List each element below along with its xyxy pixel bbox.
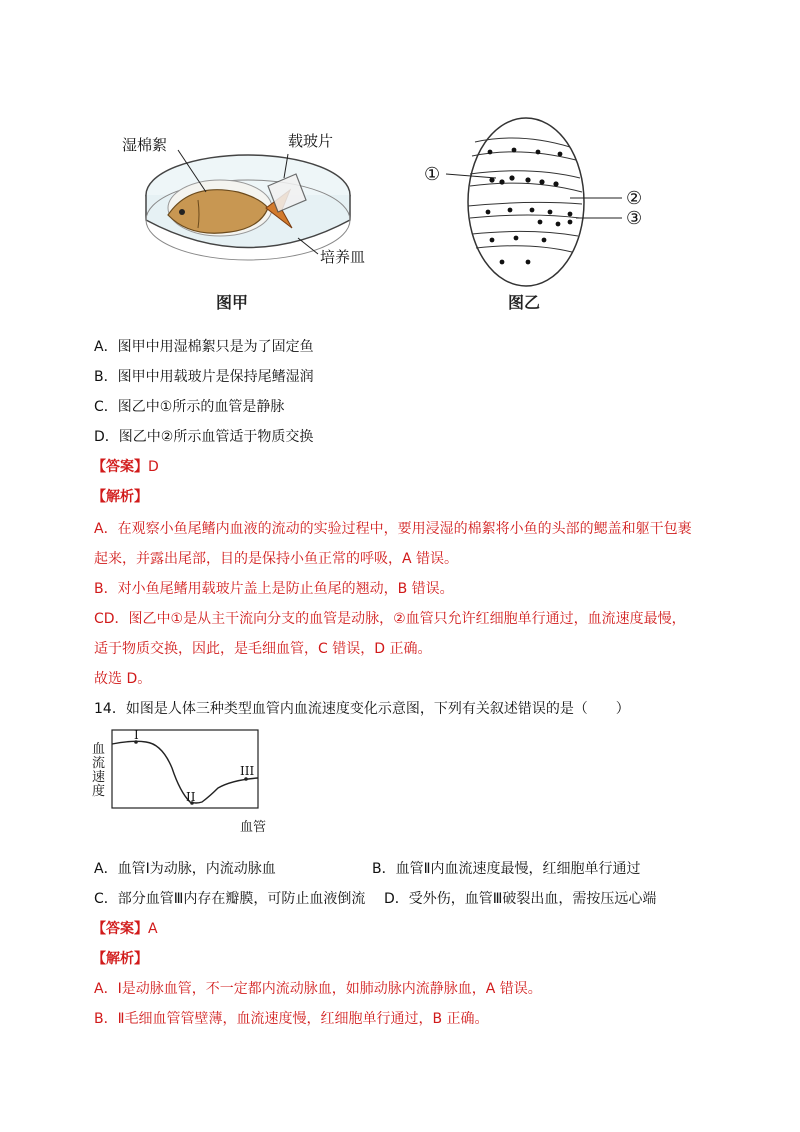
marker-1: ① (424, 164, 441, 185)
figure-a (120, 120, 400, 320)
graph-y-label-1: 血 (92, 742, 106, 757)
q14-analysis-line: A．Ⅰ是动脉血管，不一定都内流动脉血，如肺动脉内流静脉血，A 错误。 (94, 981, 542, 997)
q14-option-b: B．血管Ⅱ内血流速度最慢，红细胞单行通过 (372, 861, 641, 877)
label-dish: 培养皿 (320, 248, 366, 266)
graph-point-2-label: II (186, 790, 196, 804)
answer-label: 【答案】 (92, 921, 148, 937)
label-slide: 载玻片 (288, 132, 334, 150)
q13-conclusion: 故选 D。 (94, 671, 152, 687)
q14-answer (92, 920, 158, 938)
graph-y-label-3: 速 (92, 770, 106, 785)
label-cotton: 湿棉絮 (122, 136, 168, 154)
answer-label: 【答案】 (92, 459, 148, 475)
q14-analysis-label: 【解析】 (92, 951, 148, 967)
q14-analysis-line: B．Ⅱ毛细血管管壁薄，血流速度慢，红细胞单行通过，B 正确。 (94, 1011, 489, 1027)
q14-option-c: C．部分血管Ⅲ内存在瓣膜，可防止血液倒流 (94, 891, 366, 907)
graph-y-label-2: 流 (92, 756, 106, 771)
q13-analysis-line: 适于物质交换，因此，是毛细血管，C 错误，D 正确。 (94, 641, 432, 657)
q13-option-c: C．图乙中①所示的血管是静脉 (94, 399, 285, 415)
marker-2: ② (626, 188, 643, 209)
figure-a-caption: 图甲 (216, 293, 249, 312)
q13-analysis-line: CD．图乙中①是从主干流向分支的血管是动脉，②血管只允许红细胞单行通过，血流速度最慢， (94, 611, 686, 627)
figure-b (420, 112, 660, 292)
capillary-illustration (420, 112, 660, 292)
q13-option-a: A．图甲中用湿棉絮只是为了固定鱼 (94, 339, 314, 355)
graph-y-label-4: 度 (92, 784, 106, 799)
q13-option-b: B．图甲中用载玻片是保持尾鳍湿润 (94, 369, 314, 385)
q13-analysis-line: B．对小鱼尾鳍用载玻片盖上是防止鱼尾的翘动，B 错误。 (94, 581, 454, 597)
q13-answer (92, 458, 159, 476)
q13-analysis-line: A．在观察小鱼尾鳍内血液的流动的实验过程中，要用浸湿的棉絮将小鱼的头部的鳃盖和躯干包裹 (94, 521, 692, 537)
q13-analysis-line: 起来，并露出尾部，目的是保持小鱼正常的呼吸，A 错误。 (94, 551, 459, 567)
marker-3: ③ (626, 208, 643, 229)
q13-option-d: D．图乙中②所示血管适于物质交换 (94, 429, 314, 445)
answer-value: D (148, 459, 159, 475)
graph-point-1-label: I (134, 728, 139, 742)
answer-value: A (148, 921, 158, 937)
q14-graph (92, 728, 272, 838)
q14-option-d: D．受外伤，血管Ⅲ破裂出血，需按压远心端 (384, 891, 657, 907)
q14-stem: 14．如图是人体三种类型血管内血流速度变化示意图，下列有关叙述错误的是（ ） (94, 701, 630, 717)
graph-point-3-label: III (240, 764, 255, 778)
q14-option-a: A．血管Ⅰ为动脉，内流动脉血 (94, 861, 276, 877)
figure-b-caption: 图乙 (508, 293, 541, 312)
q13-analysis-label: 【解析】 (92, 489, 148, 505)
graph-x-label: 血管 (240, 820, 267, 835)
